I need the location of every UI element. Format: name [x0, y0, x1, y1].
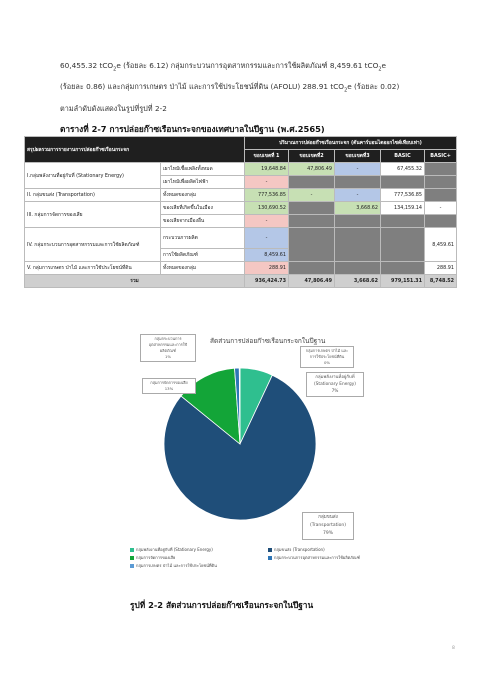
figure-caption: รูปที่ 2-2 สัดส่วนการปล่อยก๊าซเรือนกระจกในปีฐาน	[130, 600, 314, 610]
emissions-table	[24, 136, 457, 288]
cell: 134,159.14	[381, 202, 425, 215]
table-header-row-1	[25, 137, 457, 150]
row-category: III. กลุ่มการจัดการของเสีย	[25, 202, 161, 228]
cell: 777,536.85	[245, 189, 289, 202]
cell	[335, 228, 381, 262]
table-caption: ตารางที่ 2-7 การปล่อยก๊าซเรือนกระจกของเทศบาลในปีฐาน (พ.ศ.2565)	[60, 124, 325, 134]
row-subcategory: ของเสียจากเมืองอื่น	[161, 215, 245, 228]
cell	[289, 228, 335, 262]
legend-swatch	[130, 548, 134, 552]
legend-item: กลุ่มการเกษตร ป่าไม้ และการใช้ประโยชน์ที่ดิน	[130, 562, 217, 569]
intro-paragraph	[60, 57, 425, 118]
row-subcategory: ทั้งหมดของกลุ่ม	[161, 262, 245, 275]
header-left: สรุปผลรวมการรายงานการปล่อยก๊าซเรือนกระจก	[25, 137, 245, 163]
cell	[335, 176, 381, 189]
col-header: ขอบเขตที่ 1	[245, 150, 289, 163]
cell	[335, 215, 381, 228]
col-header: ขอบเขตที่2	[289, 150, 335, 163]
cell	[289, 176, 335, 189]
row-subcategory: ของเสียที่เกิดขึ้นในเมือง	[161, 202, 245, 215]
legend-item: กลุ่มขนส่ง (Transportation)	[268, 546, 325, 553]
cell: 47,806.49	[289, 163, 335, 176]
cell: -	[425, 202, 457, 215]
total-cell: 936,424.73	[245, 275, 289, 288]
table-row	[25, 189, 457, 202]
cell: -	[245, 176, 289, 189]
legend-item: กลุ่มกระบวนการอุตสาหกรรมและการใช้ผลิตภัณฑ์	[268, 554, 360, 561]
cell: -	[335, 163, 381, 176]
cell	[289, 202, 335, 215]
cell: -	[245, 215, 289, 228]
row-subcategory: กระบวนการผลิต	[161, 228, 245, 249]
legend-swatch	[268, 548, 272, 552]
cell	[381, 176, 425, 189]
cell	[381, 262, 425, 275]
legend-swatch	[268, 556, 272, 560]
callout-afolu: กลุ่มการเกษตร ป่าไม้ และ การใช้ประโยชน์ที่ดิน 0%	[300, 346, 354, 368]
cell: 288.91	[425, 262, 457, 275]
cell: 8,459.61	[245, 249, 289, 262]
row-category: II. กลุ่มขนส่ง (Transportation)	[25, 189, 161, 202]
total-cell: 979,151.31	[381, 275, 425, 288]
chart-title: สัดส่วนการปล่อยก๊าซเรือนกระจกในปีฐาน	[210, 337, 326, 345]
cell: 777,536.85	[381, 189, 425, 202]
row-category: V. กลุ่มการเกษตร ป่าไม้ และการใช้ประโยชน์ที่ดิน	[25, 262, 161, 275]
table-row	[25, 202, 457, 215]
col-header: BASIC	[381, 150, 425, 163]
para-line-1: 60,455.32 tCO$_2$e (ร้อยละ 6.12) กลุ่มกระบวนการอุตสาหกรรมและการใช้ผลิตภัณฑ์ 8,459.61 tCO$_2$e	[60, 61, 387, 73]
callout-ippu: กลุ่มกระบวนการ อุตสาหกรรมและการใช้ ผลิตภัณฑ์ 1%	[140, 334, 196, 362]
legend-swatch	[130, 556, 134, 560]
cell	[425, 215, 457, 228]
cell: 3,668.62	[335, 202, 381, 215]
callout-stationary: กลุ่มพลังงานที่อยู่กับที่ (Stationary Energy) 7%	[306, 372, 364, 397]
total-label: รวม	[25, 275, 245, 288]
row-subcategory: ทั้งหมดของกลุ่ม	[161, 189, 245, 202]
cell	[425, 176, 457, 189]
callout-transport: กลุ่มขนส่ง (Transportation) 79%	[302, 512, 354, 540]
row-subcategory: การใช้ผลิตภัณฑ์	[161, 249, 245, 262]
cell: 288.91	[245, 262, 289, 275]
col-header: BASIC+	[425, 150, 457, 163]
cell: 8,459.61	[425, 228, 457, 262]
total-cell: 3,668.62	[335, 275, 381, 288]
cell	[381, 215, 425, 228]
table-row	[25, 228, 457, 249]
total-cell: 8,748.52	[425, 275, 457, 288]
cell	[289, 262, 335, 275]
para-line-2: (ร้อยละ 0.86) และกลุ่มการเกษตร ป่าไม้ และการใช้ประโยชน์ที่ดิน (AFOLU) 288.91 tCO$_2$e (ร้อยละ 0.02)	[60, 82, 400, 94]
total-cell: 47,806.49	[289, 275, 335, 288]
cell	[335, 262, 381, 275]
cell: -	[245, 228, 289, 249]
cell	[381, 228, 425, 262]
table-row	[25, 262, 457, 275]
col-header: ขอบเขตที่3	[335, 150, 381, 163]
total-row	[25, 275, 457, 288]
para-line-3: ตามลำดับดังแสดงในรูปที่รูปที่ 2-2	[60, 103, 167, 113]
callout-waste: กลุ่มการจัดการของเสีย 13%	[142, 378, 196, 394]
header-top: ปริมาณการปล่อยก๊าซเรือนกระจก (ตันคาร์บอนไดออกไซด์เทียบเท่า)	[245, 137, 457, 150]
row-category: I.กลุ่มพลังงานที่อยู่กับที่ (Stationary Energy)	[25, 163, 161, 189]
cell	[289, 215, 335, 228]
cell	[425, 163, 457, 176]
row-subcategory: เผาไหม้เพื่อผลิตไฟฟ้า	[161, 176, 245, 189]
cell: 130,690.52	[245, 202, 289, 215]
cell: -	[335, 189, 381, 202]
cell: 67,455.32	[381, 163, 425, 176]
legend-item: กลุ่มพลังงานที่อยู่กับที่ (Stationary Energy)	[130, 546, 213, 553]
legend-swatch	[130, 564, 134, 568]
cell: 19,648.84	[245, 163, 289, 176]
legend-item: กลุ่มการจัดการของเสีย	[130, 554, 175, 561]
page-number: 8	[452, 646, 455, 651]
cell: -	[289, 189, 335, 202]
row-category: IV. กลุ่มกระบวนการอุตสาหกรรมและการใช้ผลิตภัณฑ์	[25, 228, 161, 262]
row-subcategory: เผาไหม้เชื้อเพลิงทั้งหมด	[161, 163, 245, 176]
table-row	[25, 163, 457, 176]
cell	[425, 189, 457, 202]
